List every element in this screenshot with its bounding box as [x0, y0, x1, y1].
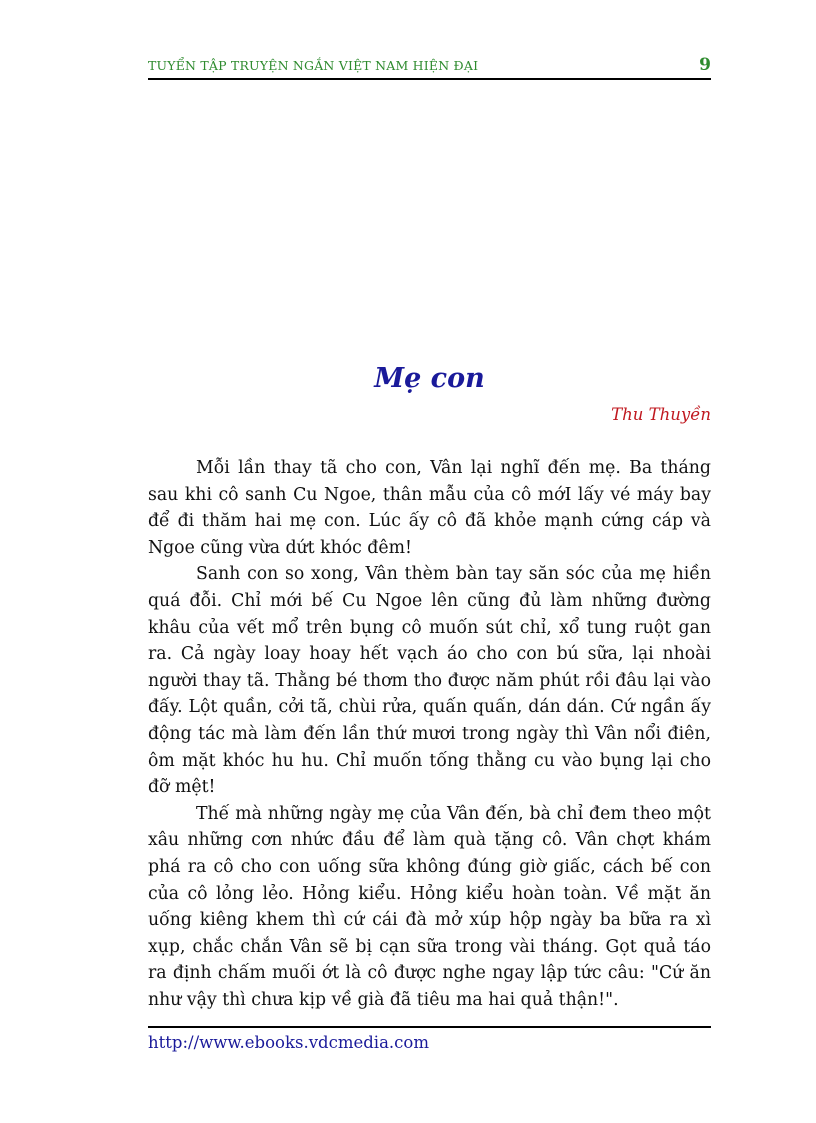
paragraph: Thế mà những ngày mẹ của Vân đến, bà chỉ đem theo một xâu những cơn nhức đầu để làm quà tặng cô. Vân chợt khám phá ra cô cho con uống sữa không đúng giờ giấc, cách bế con của cô lỏng lẻo. Hỏng kiểu. Hỏng kiểu hoàn toàn. Về mặt ăn uống kiêng khem thì cứ cái đà mở xúp hộp ngày ba bữa ra xì xụp, chắc chắn Vân sẽ bị cạn sữa trong vài tháng. Gọt quả táo ra định chấm muối ớt là cô được nghe ngay lập tức câu: "Cứ ăn như vậy thì chưa kịp về già đã tiêu ma hai quả thận!". — [148, 803, 711, 1010]
story-author: Thu Thuyền — [611, 405, 711, 424]
paragraph: Sanh con so xong, Vân thèm bàn tay săn sóc của mẹ hiền quá đỗi. Chỉ mới bế Cu Ngoe lên cũng đủ làm những đường khâu của vết mổ trên bụng cô muốn sút chỉ, xổ tung ruột gan ra. Cả ngày loay hoay hết vạch áo cho con bú sữa, lại nhoài người thay tã. Thằng bé thơm tho được năm phút rồi đâu lại vào đấy. Lột quần, cởi tã, chùi rửa, quấn quấn, dán dán. Cứ ngần ấy động tác mà làm đến lần thứ mươi trong ngày thì Vân nổi điên, ôm mặt khóc hu hu. Chỉ muốn tống thằng cu vào bụng lại cho đỡ mệt! — [148, 564, 711, 798]
story-body — [148, 455, 711, 1013]
running-header — [148, 56, 711, 80]
story-title: Mẹ con — [374, 363, 485, 394]
footer-divider — [148, 1026, 711, 1028]
book-title: TUYỂN TẬP TRUYỆN NGẮN VIỆT NAM HIỆN ĐẠI — [148, 58, 479, 73]
paragraph: Mỗi lần thay tã cho con, Vân lại nghĩ đến mẹ. Ba tháng sau khi cô sanh Cu Ngoe, thân mẫu của cô mớI lấy vé máy bay để đi thăm hai mẹ con. Lúc ấy cô đã khỏe mạnh cứng cáp và Ngoe cũng vừa dứt khóc đêm! — [148, 458, 711, 558]
page-number: 9 — [699, 55, 711, 75]
footer-link[interactable]: http://www.ebooks.vdcmedia.com — [148, 1033, 429, 1052]
